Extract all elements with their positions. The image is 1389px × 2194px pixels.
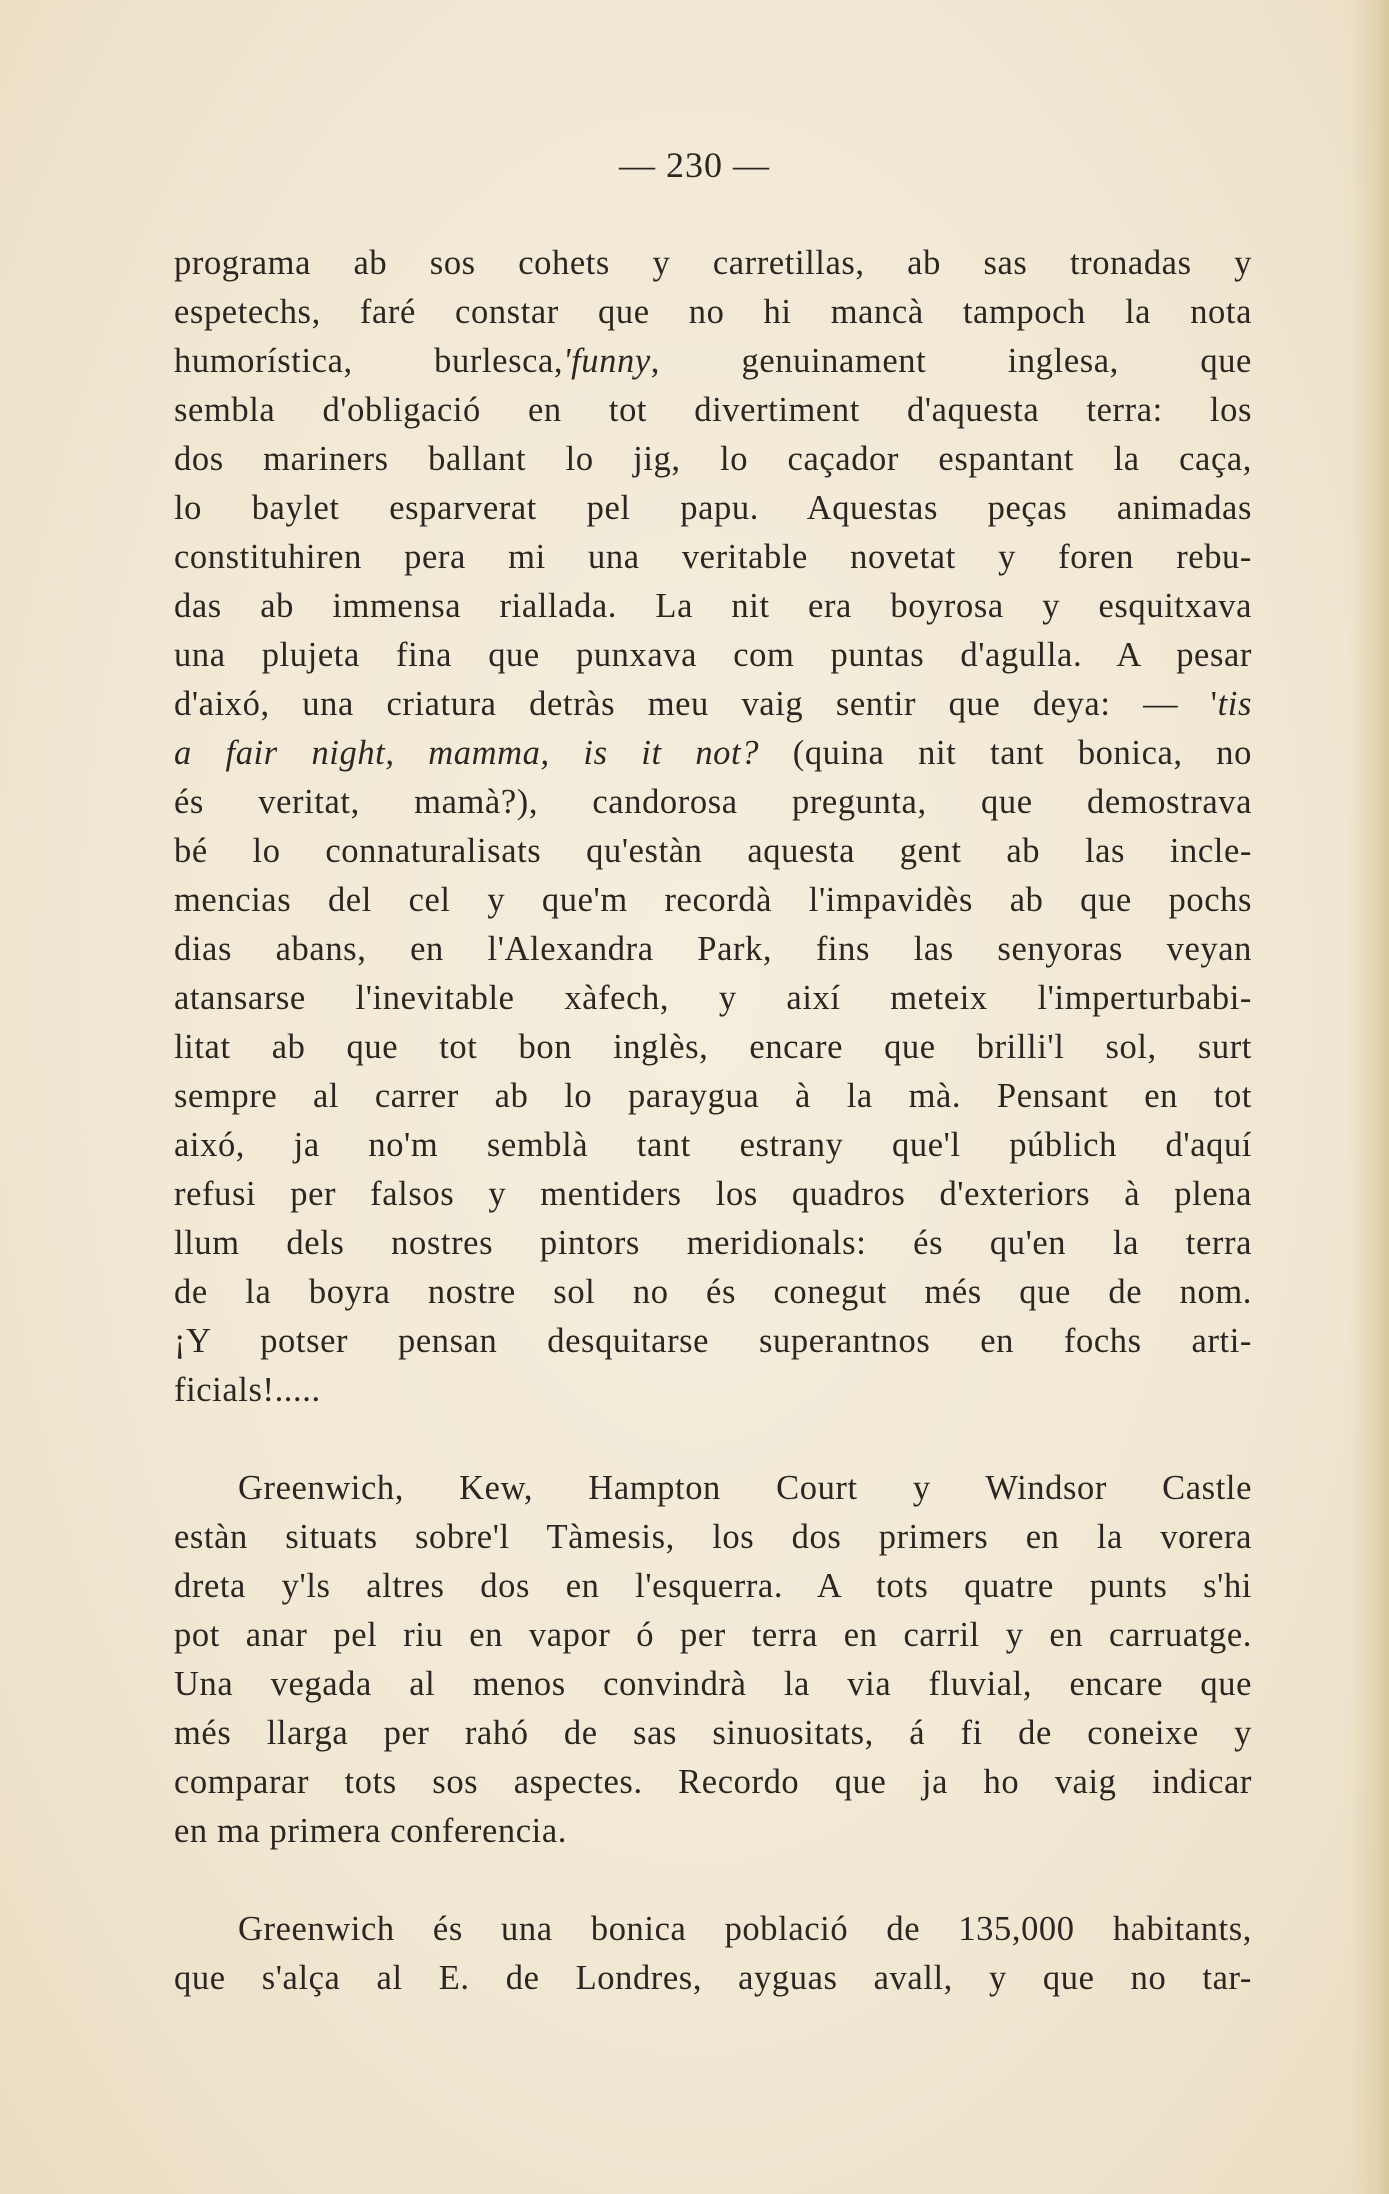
text-line: ficials!..... [174, 1371, 321, 1409]
text-line: Una vegada al menos convindrà la via fluvial, encare que [174, 1665, 1252, 1703]
italic-phrase: 'funny [563, 342, 651, 380]
italic-phrase: a fair night, mamma, is it not? [174, 734, 760, 772]
text-line: atansarse l'inevitable xàfech, y així meteix l'imperturbabi- [174, 979, 1252, 1017]
text-line: sembla d'obligació en tot divertiment d'aquesta terra: los [174, 391, 1252, 429]
text-line: Greenwich, Kew, Hampton Court y Windsor Castle [238, 1469, 1252, 1507]
body-text [174, 239, 1252, 2003]
text-line: bé lo connaturalisats qu'estàn aquesta gent ab las incle- [174, 832, 1252, 870]
text-line: aixó, ja no'm semblà tant estrany que'l públich d'aquí [174, 1126, 1252, 1164]
text-line: de la boyra nostre sol no és conegut més que de nom. [174, 1273, 1252, 1311]
text-line: comparar tots sos aspectes. Recordo que ja ho vaig indicar [174, 1763, 1252, 1801]
text-line: mencias del cel y que'm recordà l'impavidès ab que pochs [174, 881, 1252, 919]
text-line: sempre al carrer ab lo paraygua à la mà. Pensant en tot [174, 1077, 1252, 1115]
text-line [174, 729, 1252, 778]
text-line: refusi per falsos y mentiders los quadros d'exteriors à plena [174, 1175, 1252, 1213]
text-line [174, 337, 1252, 386]
text-segment: (quina nit tant bonica, no [759, 734, 1252, 772]
text-line: és veritat, mamà?), candorosa pregunta, que demostrava [174, 783, 1252, 821]
text-segment: humorística, burlesca, [174, 342, 564, 380]
text-segment: , genuinament inglesa, que [650, 342, 1252, 380]
text-line: dias abans, en l'Alexandra Park, fins las senyoras veyan [174, 930, 1252, 968]
text-line: espetechs, faré constar que no hi mancà tampoch la nota [174, 293, 1252, 331]
text-line: litat ab que tot bon inglès, encare que brilli'l sol, surt [174, 1028, 1252, 1066]
text-line: das ab immensa riallada. La nit era boyrosa y esquitxava [174, 587, 1252, 625]
text-line: ¡Y potser pensan desquitarse superantnos en fochs arti- [174, 1322, 1252, 1360]
text-line: en ma primera conferencia. [174, 1812, 567, 1850]
page-edge-shadow [1349, 0, 1389, 2194]
paragraph-break [174, 1415, 1252, 1464]
text-line: dreta y'ls altres dos en l'esquerra. A tots quatre punts s'hi [174, 1567, 1252, 1605]
text-line: constituhiren pera mi una veritable novetat y foren rebu- [174, 538, 1252, 576]
text-line: que s'alça al E. de Londres, ayguas avall, y que no tar- [174, 1959, 1252, 1997]
text-segment: d'aixó, una criatura detràs meu vaig sentir que deya: — ' [174, 685, 1218, 723]
text-line [174, 680, 1252, 729]
italic-phrase: tis [1217, 685, 1252, 723]
text-line: més llarga per rahó de sas sinuositats, á fi de coneixe y [174, 1714, 1252, 1752]
paragraph-break [174, 1856, 1252, 1905]
text-line: llum dels nostres pintors meridionals: és qu'en la terra [174, 1224, 1252, 1262]
text-line: una plujeta fina que punxava com puntas d'agulla. A pesar [174, 636, 1252, 674]
text-line: pot anar pel riu en vapor ó per terra en carril y en carruatge. [174, 1616, 1252, 1654]
page-number: — 230 — [619, 145, 770, 185]
text-line: estàn situats sobre'l Tàmesis, los dos primers en la vorera [174, 1518, 1252, 1556]
text-line: lo baylet esparverat pel papu. Aquestas peças animadas [174, 489, 1252, 527]
text-line: Greenwich és una bonica població de 135,000 habitants, [238, 1910, 1252, 1948]
text-line: programa ab sos cohets y carretillas, ab sas tronadas y [174, 244, 1252, 282]
text-line: dos mariners ballant lo jig, lo caçador espantant la caça, [174, 440, 1252, 478]
